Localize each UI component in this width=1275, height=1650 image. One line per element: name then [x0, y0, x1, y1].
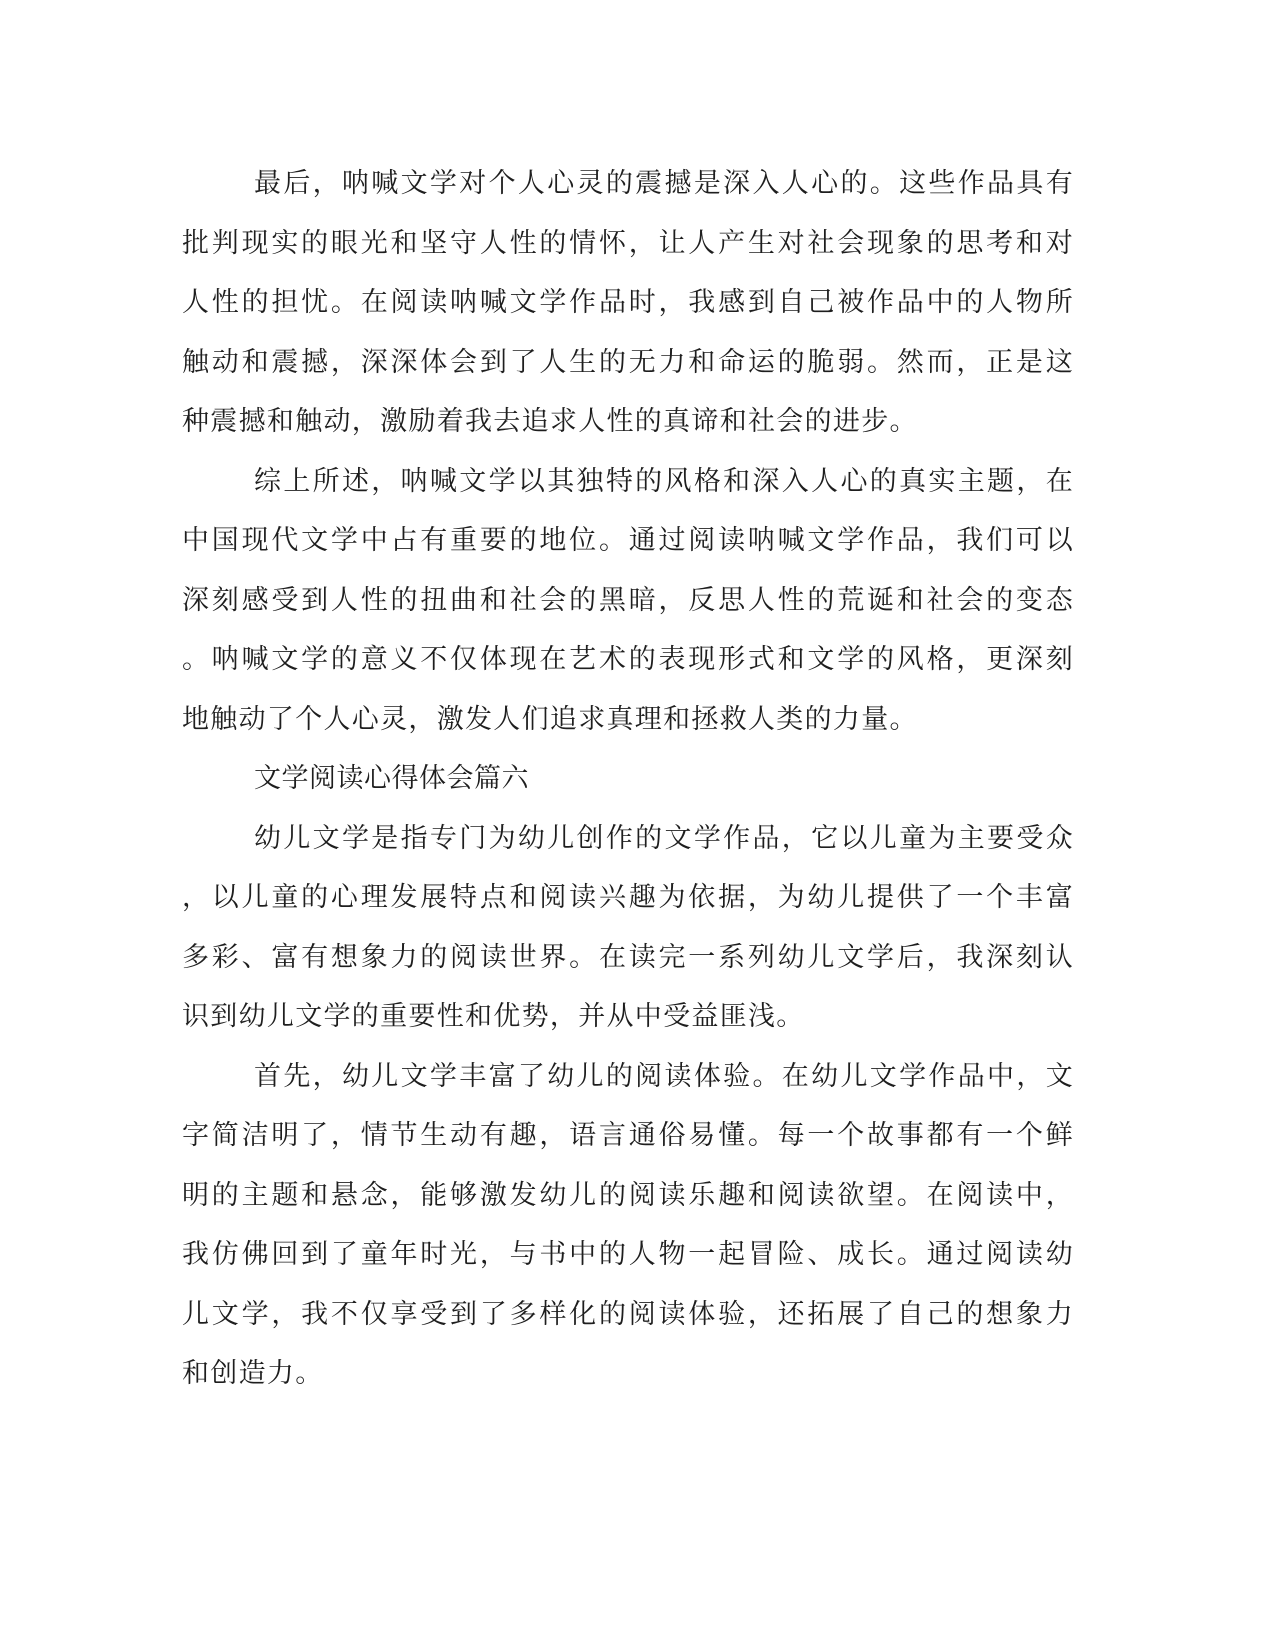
paragraph: [182, 1047, 1074, 1404]
paragraph-line: 深刻感受到人性的扭曲和社会的黑暗，反思人性的荒诞和社会的变态: [182, 584, 1074, 616]
paragraph-line: 字简洁明了，情节生动有趣，语言通俗易懂。每一个故事都有一个鲜: [182, 1120, 1074, 1151]
paragraph-line: ，以儿童的心理发展特点和阅读兴趣为依据，为幼儿提供了一个丰富: [182, 882, 1074, 913]
paragraph-line: 明的主题和悬念，能够激发幼儿的阅读乐趣和阅读欲望。在阅读中，: [182, 1179, 1074, 1211]
paragraph-line: 我仿佛回到了童年时光，与书中的人物一起冒险、成长。通过阅读幼: [182, 1239, 1074, 1270]
paragraph-line: 综上所述，呐喊文学以其独特的风格和深入人心的真实主题，在: [254, 465, 1074, 497]
paragraph-line: 批判现实的眼光和坚守人性的情怀，让人产生对社会现象的思考和对: [182, 227, 1074, 259]
paragraph-line: 幼儿文学是指专门为幼儿创作的文学作品，它以儿童为主要受众: [254, 822, 1074, 854]
paragraph-line: 种震撼和触动，激励着我去追求人性的真谛和社会的进步。: [182, 406, 918, 437]
paragraph-line: 人性的担忧。在阅读呐喊文学作品时，我感到自己被作品中的人物所: [182, 287, 1074, 318]
paragraph-line: 首先，幼儿文学丰富了幼儿的阅读体验。在幼儿文学作品中，文: [254, 1060, 1074, 1092]
paragraph-line: 识到幼儿文学的重要性和优势，并从中受益匪浅。: [182, 1001, 805, 1032]
paragraph-line: 最后，呐喊文学对个人心灵的震撼是深入人心的。这些作品具有: [254, 168, 1074, 199]
paragraph-line: 触动和震撼，深深体会到了人生的无力和命运的脆弱。然而，正是这: [182, 346, 1074, 378]
paragraph-line: 儿文学，我不仅享受到了多样化的阅读体验，还拓展了自己的想象力: [182, 1298, 1074, 1330]
paragraph-line: 。呐喊文学的意义不仅体现在艺术的表现形式和文学的风格，更深刻: [182, 644, 1074, 675]
paragraph-line: 地触动了个人心灵，激发人们追求真理和拯救人类的力量。: [182, 703, 918, 735]
paragraph-line: 和创造力。: [182, 1358, 324, 1389]
paragraph-line: 多彩、富有想象力的阅读世界。在读完一系列幼儿文学后，我深刻认: [182, 941, 1074, 973]
paragraph: [182, 809, 1074, 1047]
paragraph: [182, 452, 1074, 750]
section-heading: 文学阅读心得体会篇六: [254, 763, 529, 794]
paragraph-line: 中国现代文学中占有重要的地位。通过阅读呐喊文学作品，我们可以: [182, 525, 1074, 556]
paragraph: [182, 154, 1074, 452]
document-body: [182, 154, 1074, 1404]
